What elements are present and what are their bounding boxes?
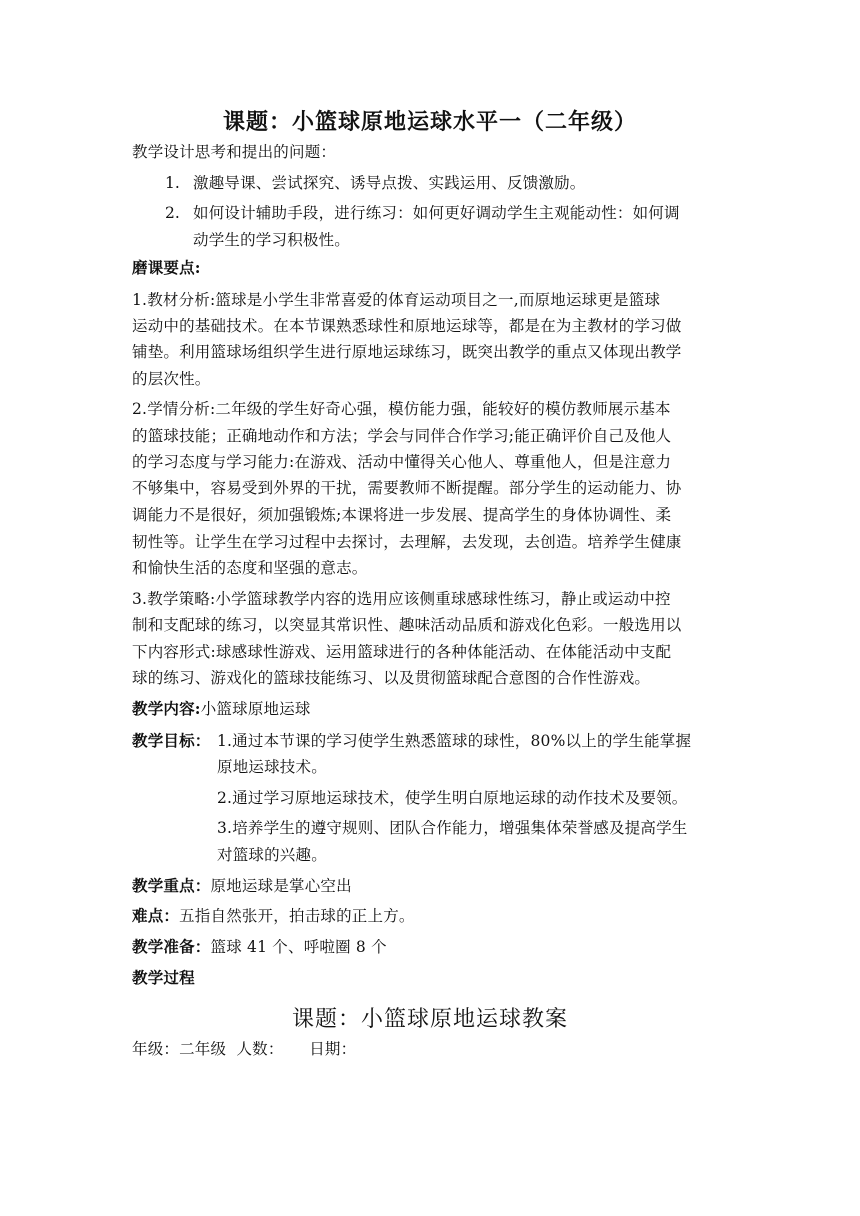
question-2-line-1: 如何设计辅助手段，进行练习：如何更好调动学生主观能动性：如何调 [193,204,680,222]
analysis-3-line-4: 球的练习、游戏化的篮球技能练习、以及贯彻篮球配合意图的合作性游戏。 [132,669,651,687]
objective-1-line-2: 原地运球技术。 [217,758,327,776]
analysis-2-line-3: 的学习态度与学习能力:在游戏、活动中懂得关心他人、尊重他人，但是注意力 [132,453,672,471]
teaching-content-label: 教学内容: [132,699,201,718]
objective-3-line-1: 3.培养学生的遵守规则、团队合作能力，增强集体荣誉感及提高学生 [217,819,688,837]
difficulty-label: 难点： [132,906,180,925]
teaching-content-row [132,699,311,719]
plan-title: 课题：小篮球原地运球教案 [291,1007,568,1032]
process-heading: 教学过程 [132,968,195,987]
objective-1-line-1: 1.通过本节课的学习使学生熟悉篮球的球性，80%以上的学生能掌握 [217,732,692,750]
key-point-label: 教学重点： [132,876,211,895]
meta-line: 年级：二年级 人数： 日期： [132,1040,357,1058]
question-2-line-2: 动学生的学习积极性。 [193,231,351,249]
objectives-label: 教学目标： [132,731,211,750]
question-1-line-1: 激趣导课、尝试探究、诱导点拨、实践运用、反馈激励。 [193,174,586,192]
analysis-2-line-5: 调能力不是很好，须加强锻炼;本课将进一步发展、提高学生的身体协调性、柔 [132,506,672,524]
analysis-2-line-6: 韧性等。让学生在学习过程中去探讨，去理解，去发现，去创造。培养学生健康 [132,533,682,551]
difficulty-value: 五指自然张开，拍击球的正上方。 [179,907,415,925]
intro-label: 教学设计思考和提出的问题： [132,143,337,161]
objective-3-line-2: 对篮球的兴趣。 [217,846,327,864]
analysis-3-line-2: 制和支配球的练习，以突显其常识性、趣味活动品质和游戏化色彩。一般选用以 [132,616,682,634]
objective-2-line-1: 2.通过学习原地运球技术，使学生明白原地运球的动作技术及要领。 [217,789,688,807]
difficulty-row [132,906,415,926]
preparation-label: 教学准备： [132,937,211,956]
analysis-3-line-1: 3.教学策略:小学篮球教学内容的选用应该侧重球感球性练习，静止或运动中控 [132,590,671,608]
lesson-title: 课题：小篮球原地运球水平一（二年级） [222,109,637,135]
question-2-number: 2. [165,204,180,222]
teaching-content-value: 小篮球原地运球 [200,700,311,718]
preparation-row [132,937,387,957]
key-points-heading: 磨课要点: [132,258,201,277]
analysis-1-line-1: 1.教材分析:篮球是小学生非常喜爱的体育运动项目之一,而原地运球更是篮球 [132,291,661,309]
question-1-number: 1. [165,174,180,192]
analysis-1-line-4: 的层次性。 [132,370,211,388]
analysis-2-line-7: 和愉快生活的态度和坚强的意志。 [132,559,368,577]
analysis-3-line-3: 下内容形式:球感球性游戏、运用篮球进行的各种体能活动、在体能活动中支配 [132,643,672,661]
analysis-1-line-3: 铺垫。利用篮球场组织学生进行原地运球练习，既突出教学的重点又体现出教学 [132,343,682,361]
analysis-2-line-1: 2.学情分析:二年级的学生好奇心强，模仿能力强，能较好的模仿教师展示基本 [132,400,671,418]
analysis-2-line-4: 不够集中，容易受到外界的干扰，需要教师不断提醒。部分学生的运动能力、协 [132,479,682,497]
key-point-value: 原地运球是掌心空出 [210,877,352,895]
analysis-2-line-2: 的篮球技能；正确地动作和方法；学会与同伴合作学习;能正确评价自己及他人 [132,427,672,445]
preparation-value: 篮球 41 个、呼啦圈 8 个 [210,938,387,956]
key-point-row [132,876,352,896]
analysis-1-line-2: 运动中的基础技术。在本节课熟悉球性和原地运球等，都是在为主教材的学习做 [132,317,682,335]
